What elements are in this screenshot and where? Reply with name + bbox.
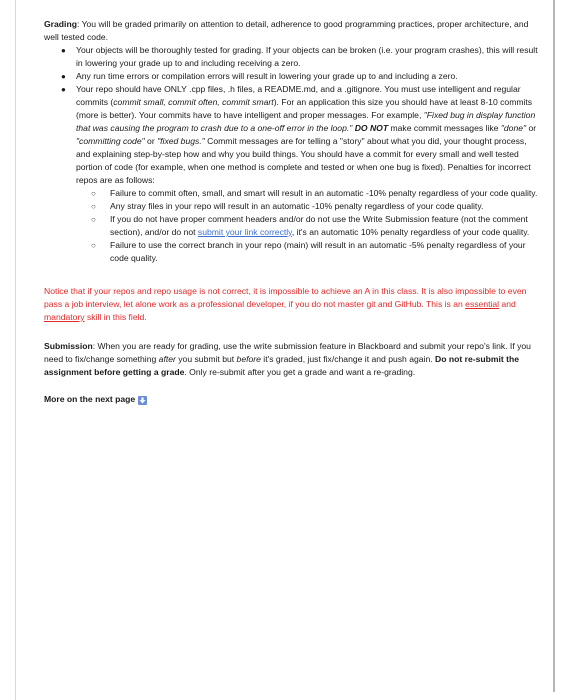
grading-paragraph	[44, 18, 538, 44]
list-item	[44, 239, 538, 265]
repo-text-13: Commit messages are for telling a "story" about what you did, your thought process, and explaining step-by-step how and why you build things. You should have a commit for every small and well tested portion of code (for example, when one method is complete and tested or when one bug is fixed). Penalties for incorrect repos are as follows:	[76, 136, 531, 185]
notice-text-1: Notice that if your repos and repo usage is not correct, it is impossible to achieve an A in this class. It is also impossible to even pass a job interview, let alone work as a professional developer, if you do not master git and GitHub. This is an	[44, 286, 527, 309]
bullet-icon: ●	[61, 85, 66, 94]
submission-label: Submission	[44, 341, 93, 351]
more-next-page	[44, 393, 538, 406]
circle-bullet-icon: ○	[91, 215, 96, 224]
submission-paragraph	[44, 340, 538, 379]
document-page	[44, 18, 538, 406]
grading-label: Grading	[44, 19, 77, 29]
repo-bad-msg-3: "fixed bugs."	[157, 136, 205, 146]
circle-bullet-icon: ○	[91, 241, 96, 250]
submit-link-correctly-link[interactable]: submit your link correctly	[197, 227, 292, 237]
repo-text-9: or	[526, 123, 537, 133]
down-arrow-icon	[138, 396, 147, 405]
notice-text-2: skill in this field.	[84, 312, 147, 322]
page-left-edge	[15, 0, 16, 700]
penalty-text: Failure to commit often, small, and smart will result in an automatic -10% penalty regardless of your code quality.	[110, 188, 538, 198]
repo-text-2: commit small, commit often, commit smart	[113, 97, 274, 107]
list-item-repo	[44, 83, 538, 187]
repo-bad-msg-2: "committing code"	[76, 136, 145, 146]
repo-example-message: "Fixed bug in display function that was causing the program to crash due to a one-off error in the loop."	[76, 110, 536, 133]
submission-before: before	[236, 354, 261, 364]
notice-essential: essential	[465, 299, 500, 309]
submission-text-4: . Only re-submit after you get a grade and want a re-grading.	[184, 367, 416, 377]
circle-bullet-icon: ○	[91, 202, 96, 211]
submission-text-3: it's graded, just fix/change it and push again.	[260, 354, 436, 364]
bullet-icon: ●	[61, 46, 66, 55]
scrollbar[interactable]	[553, 0, 555, 692]
penalty-text: Any stray files in your repo will result in an automatic -10% penalty regardless of your code quality.	[110, 201, 484, 211]
more-label: More on the next page	[44, 394, 136, 404]
notice-paragraph	[44, 285, 538, 324]
repo-text-7: make commit messages like	[388, 123, 501, 133]
repo-text-11: or	[144, 136, 158, 146]
repo-bad-msg-1: "done"	[500, 123, 527, 133]
repo-do-not: DO NOT	[354, 123, 389, 133]
list-item	[44, 70, 538, 83]
list-item	[44, 187, 538, 200]
submission-after: after	[158, 354, 176, 364]
bullet-text: Any run time errors or compilation errors will result in lowering your grade up to and including a zero.	[76, 71, 458, 81]
penalty-text: Failure to use the correct branch in your repo (main) will result in an automatic -5% penalty regardless of your code quality.	[110, 240, 526, 263]
bullet-icon: ●	[61, 72, 66, 81]
penalty-text-end: , it's an automatic 10% penalty regardless of your code quality.	[291, 227, 530, 237]
grading-intro: : You will be graded primarily on attention to detail, adherence to good programming practices, proper architecture, and well tested code.	[44, 19, 529, 42]
bullet-text: Your objects will be thoroughly tested for grading. If your objects can be broken (i.e. your program crashes), this will result in lowering your grade up to and including receiving a zero.	[76, 45, 538, 68]
penalty-text: If you do not have proper comment headers and/or do not use the Write Submission feature (not the comment section), and/or do not	[110, 214, 528, 237]
repo-text-1: Your repo should have ONLY .cpp files, .h files, a README.md, and a .gitignore. You must use intelligent and regular commits (	[76, 84, 521, 107]
list-item	[44, 44, 538, 70]
notice-and: and	[499, 299, 516, 309]
list-item	[44, 213, 538, 239]
submission-bold: Do not re-submit the assignment before getting a grade	[44, 354, 520, 377]
list-item	[44, 200, 538, 213]
submission-text-1: : When you are ready for grading, use the write submission feature in Blackboard and submit your repo's link. If you need to fix/change something	[44, 341, 531, 364]
penalty-list	[44, 187, 538, 265]
notice-mandatory: mandatory	[44, 312, 85, 322]
grading-list	[44, 44, 538, 187]
submission-text-2: you submit but	[175, 354, 237, 364]
circle-bullet-icon: ○	[91, 189, 96, 198]
repo-text-3: ). For an application this size you should have at least 8-10 commits (more is better). Your commits have to have intelligent and proper messages. For example,	[76, 97, 533, 120]
